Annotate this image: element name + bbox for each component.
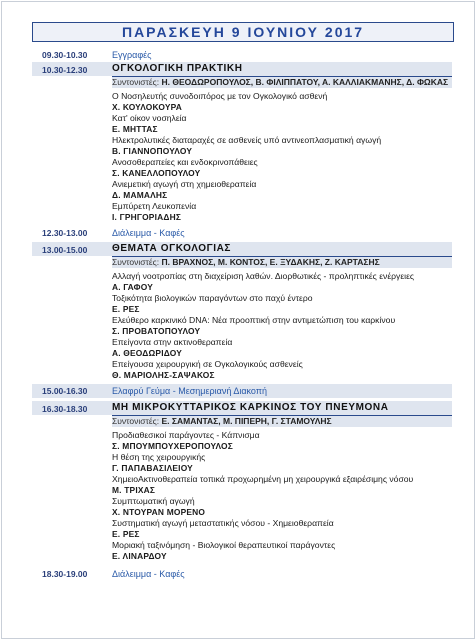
talk-speaker: Ε. ΜΗΤΤΑΣ	[112, 124, 158, 134]
talk-title: Ηλεκτρολυτικές διαταραχές σε ασθενείς υπό αντινεοπλασματική αγωγή	[112, 135, 382, 145]
lunch-row	[32, 384, 452, 398]
chairs-label: Συντονιστές:	[112, 416, 160, 426]
chairs-names: Π. ΒΡΑΧΝΟΣ, Μ. ΚΟΝΤΟΣ, Ε. ΞΥΔΑΚΗΣ, Ζ. ΚΑΡΤΑΣΗΣ	[161, 257, 380, 267]
page-frame	[1, 1, 475, 639]
coffee-break-row	[32, 567, 452, 581]
talk-speaker: Σ. ΜΠΟΥΜΠΟΥΧΕΡΟΠΟΥΛΟΣ	[112, 441, 233, 451]
talk-speaker: Σ. ΠΡΟΒΑΤΟΠΟΥΛΟΥ	[112, 326, 201, 336]
talk-speaker: Α. ΓΑΦΟΥ	[112, 282, 153, 292]
coffee-break-label: Διάλειμμα - Καφές	[112, 228, 185, 238]
session-2-chairs	[112, 256, 452, 268]
talk-title: Συμπτωματική αγωγή	[112, 496, 195, 506]
talk-title: Κατ' οίκον νοσηλεία	[112, 113, 187, 123]
talk-title: Εμπύρετη Λευκοπενία	[112, 201, 197, 211]
talk-speaker: Σ. ΚΑΝΕΛΛΟΠΟΥΛΟΥ	[112, 168, 201, 178]
talk-title: Τοξικότητα βιολογικών παραγόντων στο παχύ έντερο	[112, 293, 313, 303]
talk-speaker: Ε. ΡΕΣ	[112, 529, 140, 539]
registration-label: Εγγραφές	[112, 50, 152, 60]
talk-speaker: Ε. ΡΕΣ	[112, 304, 140, 314]
session-1-chairs	[112, 76, 452, 88]
talk-title: Μοριακή ταξινόμηση - Βιολογικοί θεραπευτικοί παράγοντες	[112, 540, 336, 550]
talk-speaker: Α. ΘΕΟΔΩΡΙΔΟΥ	[112, 348, 182, 358]
talk-title: Ελεύθερο καρκινικό DNA: Νέα προοπτική στην αντιμετώπιση του καρκίνου	[112, 315, 396, 325]
session-title: ΟΓΚΟΛΟΓΙΚΗ ΠΡΑΚΤΙΚΗ	[112, 62, 452, 77]
time-slot: 09.30-10.30	[42, 50, 88, 60]
session-1-header	[32, 62, 452, 76]
coffee-break-row	[32, 226, 452, 240]
talk-speaker: Θ. ΜΑΡΙΟΛΗΣ-ΣΑΨΑΚΟΣ	[112, 370, 215, 380]
time-slot: 13.00-15.00	[42, 245, 88, 255]
talk-title: Ο Νοσηλευτής συνοδοιπόρος με τον Ογκολογικό ασθενή	[112, 91, 328, 101]
talk-title: Ανιεμετική αγωγή στη χημειοθεραπεία	[112, 179, 257, 189]
time-slot: 10.30-12.30	[42, 65, 88, 75]
talk-title: Ανοσοθεραπείες και ενδοκρινοπάθειες	[112, 157, 258, 167]
time-slot: 16.30-18.30	[42, 404, 88, 414]
talk-speaker: Χ. ΝΤΟΥΡΑΝ ΜΟΡΕΝΟ	[112, 507, 206, 517]
coffee-break-label: Διάλειμμα - Καφές	[112, 569, 185, 579]
talk-title: Συστηματική αγωγή μεταστατικής νόσου - Χημειοθεραπεία	[112, 518, 334, 528]
talk-speaker: Β. ΓΙΑΝΝΟΠΟΥΛΟΥ	[112, 146, 193, 156]
program-schedule	[32, 48, 452, 581]
talk-speaker: Δ. ΜΑΜΑΛΗΣ	[112, 190, 168, 200]
talk-speaker: Μ. ΤΡΙΧΑΣ	[112, 485, 156, 495]
talk-title: Επείγουσα χειρουργική σε Ογκολογικούς ασθενείς	[112, 359, 303, 369]
talk-title: Προδιαθεσικοί παράγοντες - Κάπνισμα	[112, 430, 260, 440]
day-title: ΠΑΡΑΣΚΕΥΗ 9 ΙΟΥΝΙΟΥ 2017	[32, 22, 454, 42]
talk-speaker: Γ. ΠΑΠΑΒΑΣΙΛΕΙΟΥ	[112, 463, 193, 473]
talk-speaker: Ι. ΓΡΗΓΟΡΙΑΔΗΣ	[112, 212, 182, 222]
talk-title: ΧημειοΑκτινοθεραπεία τοπικά προχωρημένη μη χειρουργικά εξαιρέσιμης νόσου	[112, 474, 414, 484]
talk-speaker: Χ. ΚΟΥΛΟΚΟΥΡΑ	[112, 102, 183, 112]
session-2-header	[32, 242, 452, 256]
time-slot: 18.30-19.00	[42, 569, 88, 579]
talk-title: Επείγοντα στην ακτινοθεραπεία	[112, 337, 233, 347]
talk-speaker: Ε. ΛΙΝΑΡΔΟΥ	[112, 551, 167, 561]
chairs-names: Ε. ΣΑΜΑΝΤΑΣ, Μ. ΠΙΠΕΡΗ, Γ. ΣΤΑΜΟΥΛΗΣ	[161, 416, 332, 426]
session-3-header	[32, 401, 452, 415]
chairs-label: Συντονιστές:	[112, 77, 160, 87]
lunch-label: Ελαφρύ Γεύμα - Μεσημεριανή Διακοπή	[112, 386, 268, 396]
session-title: ΘΕΜΑΤΑ ΟΓΚΟΛΟΓΙΑΣ	[112, 242, 452, 257]
registration-row	[32, 48, 452, 62]
chairs-names: Η. ΘΕΟΔΩΡΟΠΟΥΛΟΣ, Β. ΦΙΛΙΠΠΑΤΟΥ, Α. ΚΑΛΛΙΑΚΜΑΝΗΣ, Δ. ΦΩΚΑΣ	[161, 77, 449, 87]
talk-title: Αλλαγή νοοτροπίας στη διαχείριση λαθών. Διορθωτικές - προληπτικές ενέργειες	[112, 271, 415, 281]
time-slot: 15.00-16.30	[42, 386, 88, 396]
time-slot: 12.30-13.00	[42, 228, 88, 238]
talk-title: Η θέση της χειρουργικής	[112, 452, 206, 462]
session-3-chairs	[112, 415, 452, 427]
chairs-label: Συντονιστές:	[112, 257, 160, 267]
session-title: ΜΗ ΜΙΚΡΟΚΥΤΤΑΡΙΚΟΣ ΚΑΡΚΙΝΟΣ ΤΟΥ ΠΝΕΥΜΟΝΑ	[112, 401, 452, 416]
